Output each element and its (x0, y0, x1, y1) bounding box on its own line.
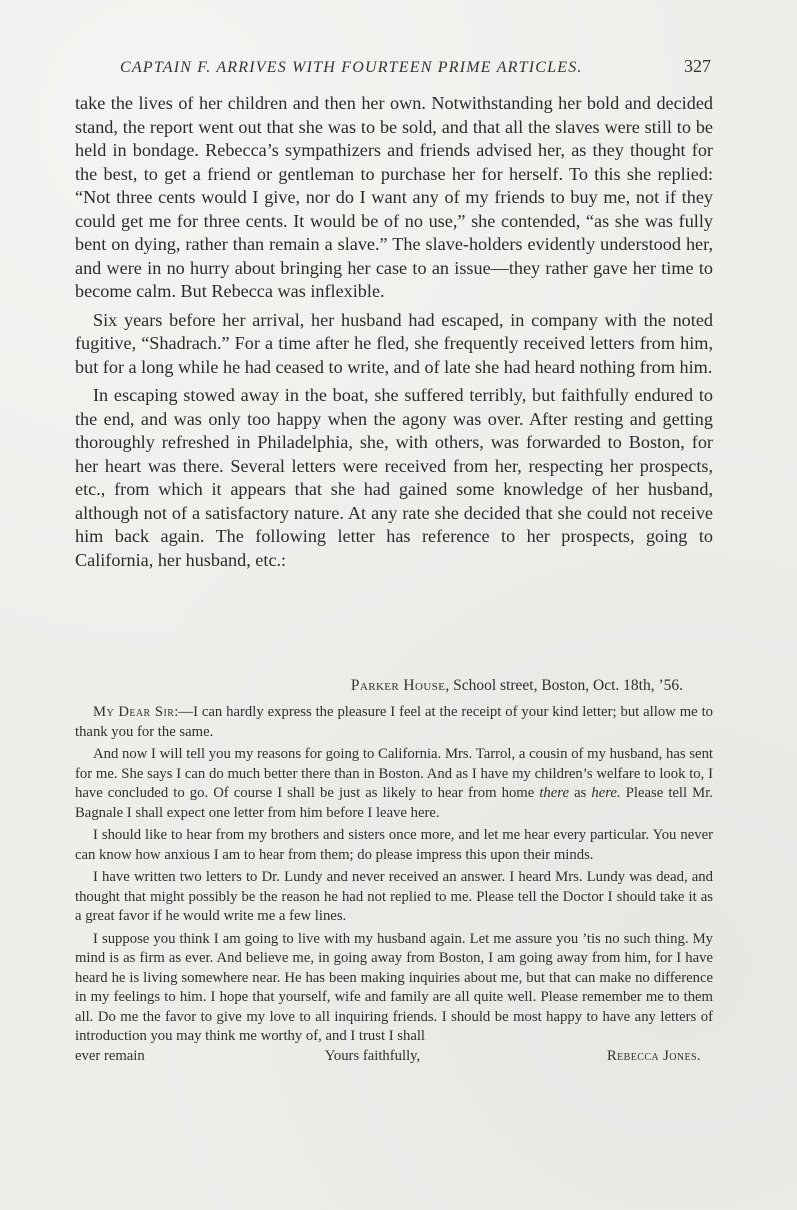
letter-paragraph-1 (75, 703, 713, 742)
letter-paragraph-2-a: And now I will tell you my reasons for going to California. Mrs. Tarrol, a cousin of my husband, has sent for me. She says I can do much better there than in Boston. And as I have my children’s welfare to look to, I have concluded to go. Of course I shall be just as likely to hear from home (75, 746, 713, 801)
letter-heading (75, 676, 713, 696)
letter-emphasis-here: here. (591, 785, 621, 801)
letter-signature: Rebecca Jones. (606, 1047, 701, 1064)
letter-paragraph-3: I should like to hear from my brothers and sisters once more, and let me hear every particular. You never can know how anxious I am to hear from them; do please impress this upon their minds. (75, 827, 713, 863)
narrative-text (75, 92, 713, 572)
page-header (120, 56, 711, 80)
letter-paragraph-5: I suppose you think I am going to live with my husband again. Let me assure you ’tis no such thing. My mind is as firm as ever. And believe me, in going away from Boston, I am going away from him, for I have heard he is living somewhere near. He has been making inquiries about me, but that can make no difference in my feelings to him. I hope that yourself, wife and family are all quite well. Please remember me to them all. Do me the favor to give my love to all inquiring friends. I should be most happy to have any letters of introduction you may think me worthy of, and I trust I shall (75, 930, 713, 1044)
letter-yours-faithfully: Yours faithfully, (324, 1047, 421, 1064)
letter-paragraph-2-b: Please tell Mr. Bagnale I shall expect one letter from him before I leave here. (75, 785, 713, 821)
letter-paragraph-1-text: :—I can hardly express the pleasure I feel at the receipt of your kind letter; but allow me to thank you for the same. (75, 704, 713, 740)
letter-salutation: My Dear Sir (93, 704, 175, 720)
letter-closing: ever remain (75, 1047, 145, 1064)
running-title: CAPTAIN F. ARRIVES WITH FOURTEEN PRIME ARTICLES. (120, 59, 583, 76)
page-number: 327 (684, 56, 711, 76)
letter-signoff (75, 1047, 713, 1067)
paragraph-escape-journey: In escaping stowed away in the boat, she suffered terribly, but faithfully endured to the end, and was only too happy when the agony was over. After resting and getting thoroughly refreshed in Philadelphia, she, with others, was forwarded to Boston, for her heart was there. Several letters were received from her, respecting her prospects, etc., from which it appears that she had gained some knowledge of her husband, although not of a satisfactory nature. At any rate she decided that she could not receive him back again. The following letter has reference to her prospects, going to California, her husband, etc.: (75, 385, 713, 570)
paragraph-continuation: take the lives of her children and then her own. Notwithstanding her bold and decided stand, the report went out that she was to be sold, and that all the slaves were still to be held in bondage. Rebecca’s sympathizers and friends advised her, as they thought for the best, to get a friend or gentleman to purchase her for herself. To this she replied: “Not three cents would I give, nor do I want any of my friends to buy me, not if they could get me for three cents. It would be of no use,” she contended, “as she was fully bent on dying, rather than remain a slave.” The slave-holders evidently understood her, and were in no hurry about bringing her case to an issue—they rather gave her time to become calm. But Rebecca was inflexible. (75, 93, 713, 301)
letter-address-date: , School street, Boston, Oct. 18th, ’56. (445, 677, 683, 694)
letter-paragraph-4: I have written two letters to Dr. Lundy and never received an answer. I heard Mrs. Lundy was dead, and thought that might possibly be the reason he had not replied to me. Please tell the Doctor I should take it as a great favor if he would write me a few lines. (75, 869, 713, 924)
letter-paragraph-2-as: as (568, 785, 592, 801)
quoted-letter (75, 676, 713, 1066)
letter-place: Parker House (350, 677, 446, 694)
letter-emphasis-there: there (539, 785, 569, 801)
paragraph-husband-escape: Six years before her arrival, her husband had escaped, in company with the noted fugitive, “Shadrach.” For a time after he fled, she frequently received letters from him, but for a long while he had ceased to write, and of late she had heard nothing from him. (75, 309, 713, 377)
letter-paragraph-2 (75, 745, 713, 823)
